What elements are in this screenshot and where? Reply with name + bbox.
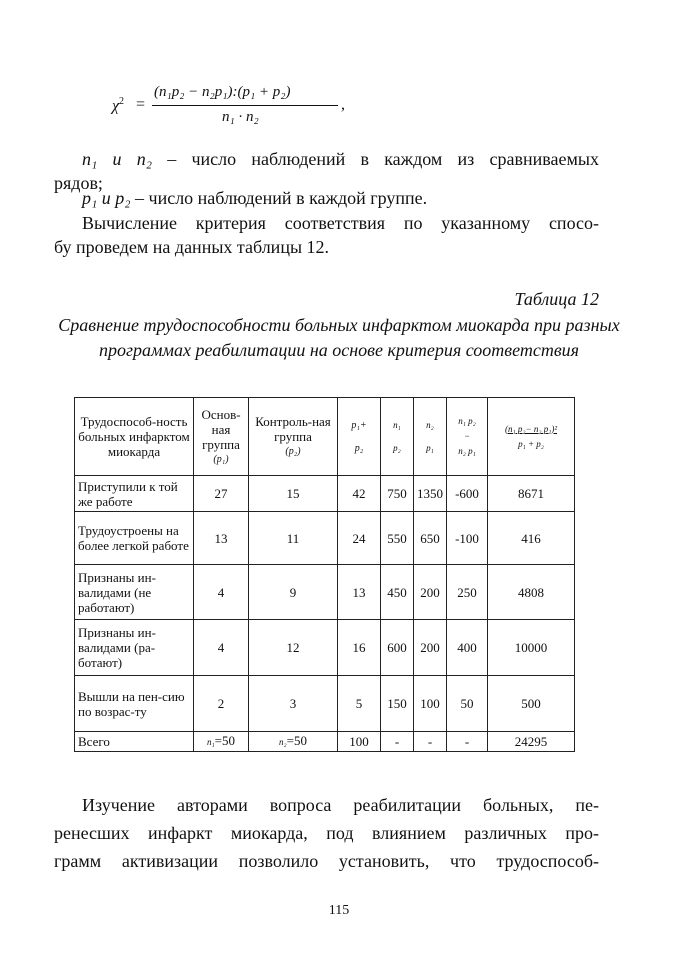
table-title: Сравнение трудоспособности больных инфарктом миокарда при разных программах реабилитации на основе критерия соответствия bbox=[58, 315, 620, 360]
definition-n-cont: рядов; bbox=[54, 173, 103, 193]
table-total-row: Всего n₁=50 n₂=50 100 - - - 24295 bbox=[75, 732, 575, 752]
formula-denominator: n₁ · n₂ bbox=[222, 109, 259, 125]
header-main-group: Основ-ная группа (p₁) bbox=[194, 398, 249, 476]
formula-equals: = bbox=[136, 96, 146, 113]
closing-line2: ренесших инфаркт миокарда, под влиянием различных про- bbox=[54, 823, 599, 843]
closing-line3: грамм активизации позволило установить, что трудоспособ- bbox=[54, 851, 599, 871]
chi-square-formula bbox=[112, 84, 372, 134]
formula-lhs: $\chi^2$ bbox=[112, 96, 125, 115]
formula-numerator: (n₁p₂ − n₂p₁):(p₁ + p₂) bbox=[154, 84, 291, 100]
definition-n: n₁ и n₂ – число наблюдений в каждом из сравниваемых bbox=[82, 149, 599, 169]
fraction-bar bbox=[152, 105, 338, 106]
table-row: Трудоустроены на более легкой работе 13 11 24 550 650 -100 416 bbox=[75, 512, 575, 565]
comparison-table bbox=[74, 397, 575, 752]
header-result: (n₁ p₂− n₂ p₁)² p₁ + p₂ bbox=[488, 398, 575, 476]
closing-line1: Изучение авторами вопроса реабилитации больных, пе- bbox=[82, 795, 599, 815]
header-n2p1: n₂ p₁ bbox=[414, 398, 447, 476]
header-difference: n₁ p₂ − n₂ p₁ bbox=[447, 398, 488, 476]
table-row: Вышли на пен-сию по возрас-ту 2 3 5 150 100 50 500 bbox=[75, 676, 575, 732]
calc-paragraph-line2: бу проведем на данных таблицы 12. bbox=[54, 237, 330, 257]
definition-p: p₁ и p₂ – число наблюдений в каждой группе. bbox=[82, 188, 428, 208]
table-row: Признаны ин-валидами (не работают) 4 9 13 450 200 250 4808 bbox=[75, 565, 575, 620]
table-caption: Таблица 12 bbox=[514, 289, 599, 309]
formula-comma: , bbox=[341, 96, 345, 113]
header-capacity: Трудоспособ-ность больных инфарктом миокарда bbox=[75, 398, 194, 476]
header-n1p2: n₁ p₂ bbox=[381, 398, 414, 476]
header-sum: p₁+ p₂ bbox=[338, 398, 381, 476]
table-row: Признаны ин-валидами (ра-ботают) 4 12 16 600 200 400 10000 bbox=[75, 620, 575, 676]
table-header-row bbox=[75, 398, 575, 476]
header-control-group: Контроль-ная группа (p₂) bbox=[249, 398, 338, 476]
table-row: Приступили к той же работе 27 15 42 750 1350 -600 8671 bbox=[75, 476, 575, 512]
page-number: 115 bbox=[328, 903, 350, 918]
calc-paragraph-line1: Вычисление критерия соответствия по указанному спосо- bbox=[82, 213, 599, 233]
